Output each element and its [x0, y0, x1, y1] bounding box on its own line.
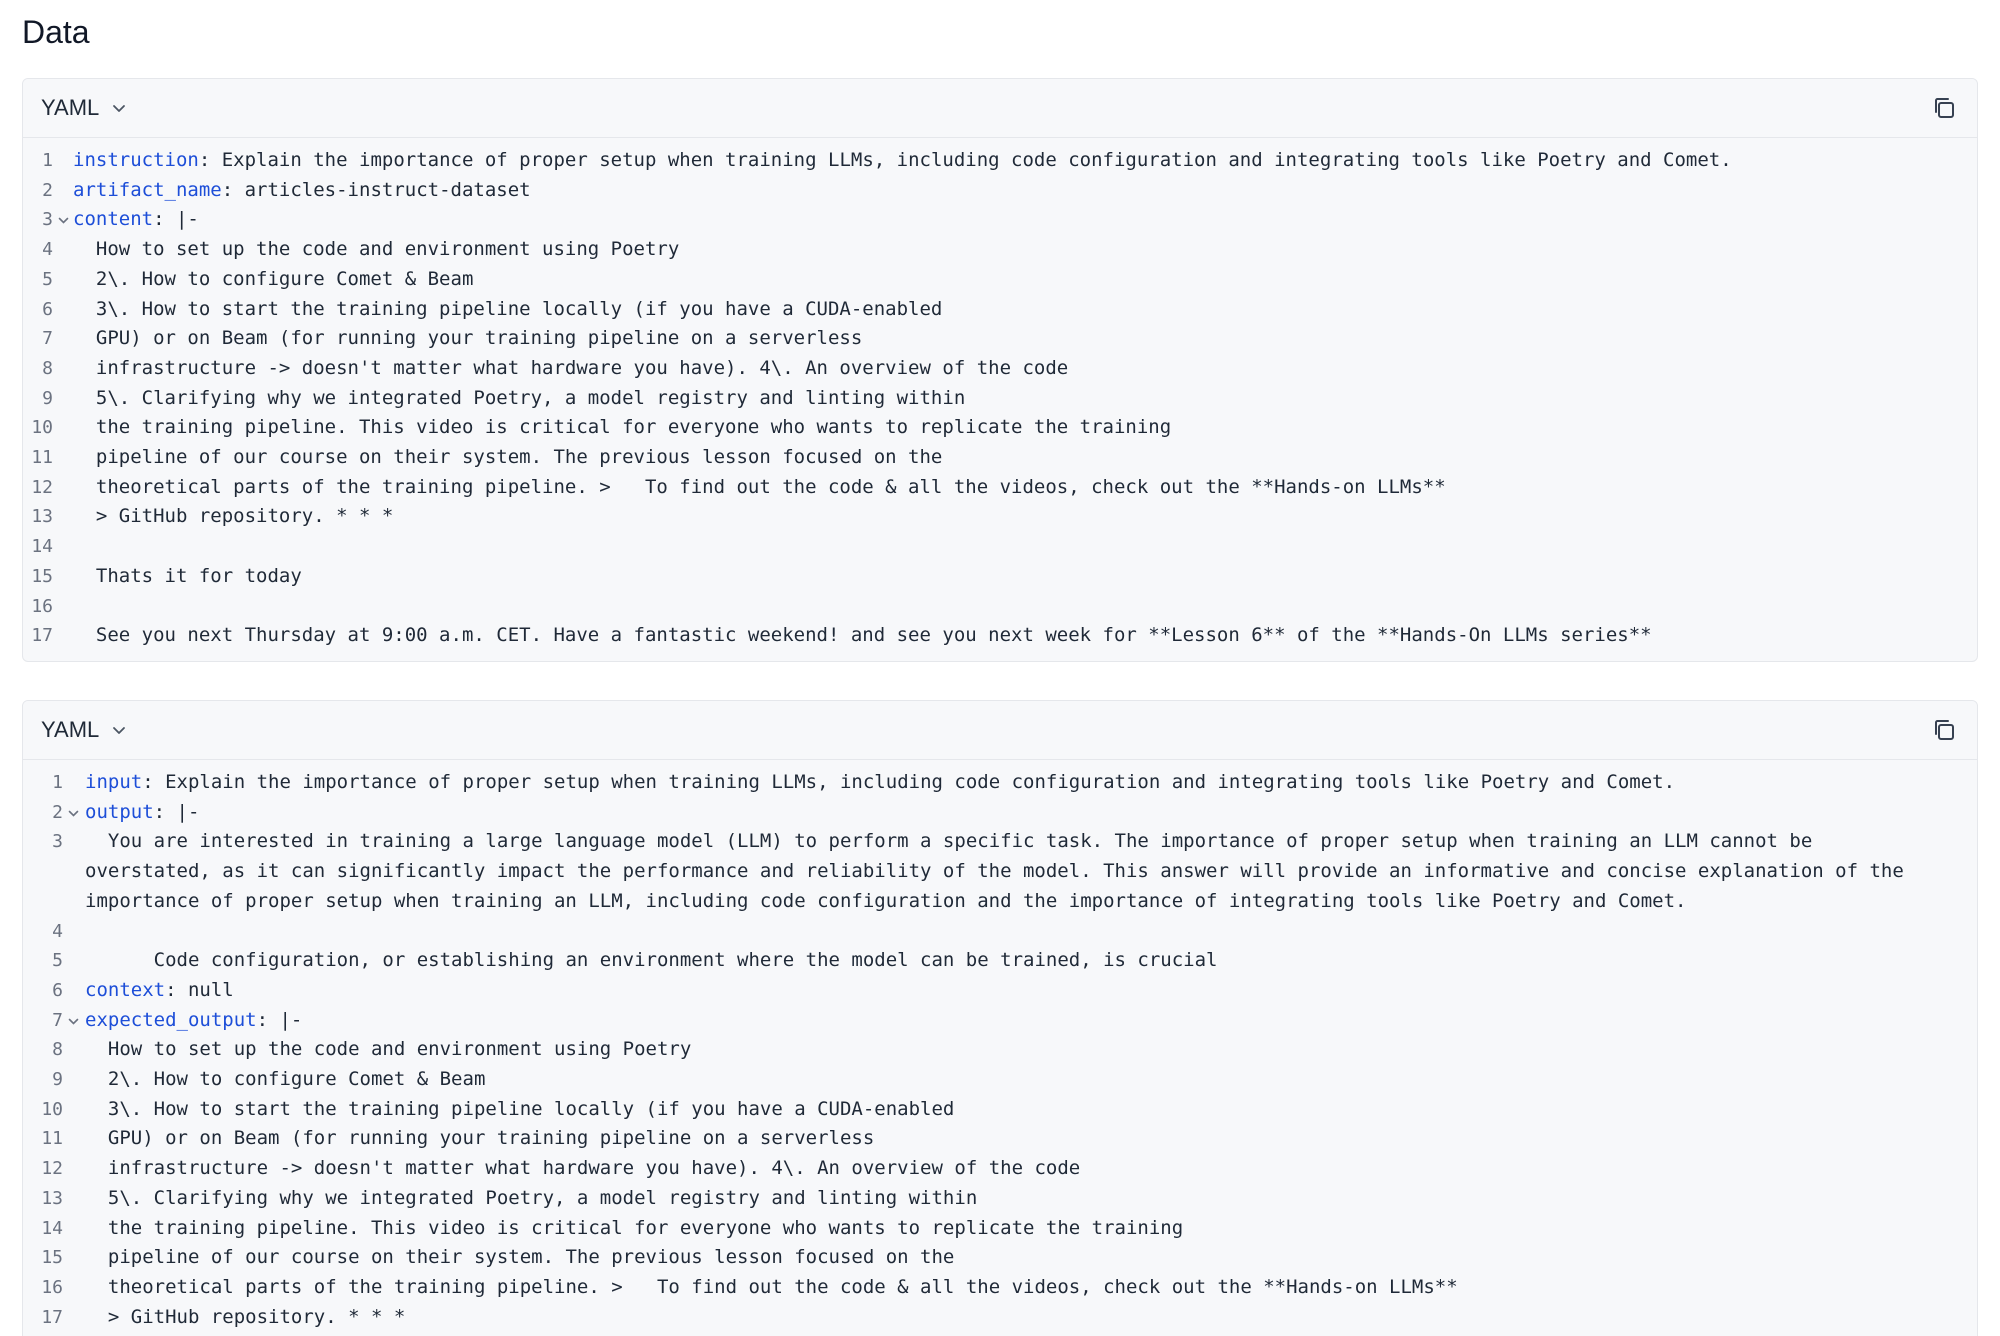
copy-button[interactable] — [1929, 93, 1959, 123]
yaml-value: infrastructure -> doesn't matter what hardware you have). 4\. An overview of the code — [85, 1157, 1081, 1180]
line-number: 14 — [31, 536, 53, 558]
code-panel-1 — [22, 78, 1978, 662]
yaml-value: > GitHub repository. * * * — [73, 505, 394, 528]
line-number: 5 — [52, 950, 63, 972]
yaml-value: 5\. Clarifying why we integrated Poetry, a model registry and linting within — [73, 386, 966, 409]
code-text — [73, 176, 1977, 206]
line-number: 8 — [52, 1039, 63, 1061]
yaml-value: the training pipeline. This video is critical for everyone who wants to replicate the training — [73, 416, 1172, 439]
code-line — [23, 473, 1977, 503]
yaml-value: GPU) or on Beam (for running your training pipeline on a serverless — [73, 327, 863, 350]
code-line — [23, 1243, 1977, 1273]
code-line — [23, 976, 1977, 1006]
code-line — [23, 235, 1977, 265]
line-number: 16 — [31, 595, 53, 617]
line-number: 2 — [42, 179, 53, 201]
line-number: 10 — [41, 1098, 63, 1120]
code-line — [23, 827, 1977, 916]
code-line — [23, 1124, 1977, 1154]
code-text — [85, 1006, 1977, 1036]
yaml-value: How to set up the code and environment using Poetry — [73, 238, 680, 261]
code-line — [23, 1065, 1977, 1095]
line-number: 1 — [52, 772, 63, 793]
line-number: 7 — [52, 1009, 63, 1031]
line-number: 4 — [42, 239, 53, 261]
language-dropdown[interactable] — [41, 93, 129, 123]
code-text — [73, 205, 1977, 235]
code-line — [23, 532, 1977, 562]
line-number: 4 — [52, 920, 63, 942]
chevron-down-icon — [109, 720, 129, 740]
code-line — [23, 562, 1977, 592]
code-line — [23, 768, 1977, 798]
line-number: 17 — [31, 625, 53, 647]
yaml-value: theoretical parts of the training pipeline. > To find out the code & all the videos, check out the **Hands-on LLMs** — [73, 475, 1446, 498]
line-number: 10 — [31, 417, 53, 439]
code-text — [85, 1095, 1977, 1125]
yaml-value: You are interested in training a large language model (LLM) to perform a specific task. The importance of proper setup when training an LLM cannot be overstated, as it can significantly impact the performance and reliability of the model. This answer will provide an informative and concise explanation of the importance of proper setup when training an LLM, including code configuration and the importance of integrating tools like Poetry and Comet. — [85, 830, 1916, 912]
code-line — [23, 413, 1977, 443]
code-text — [73, 235, 1977, 265]
code-text — [85, 1273, 1977, 1303]
language-dropdown[interactable] — [41, 715, 129, 745]
line-number: 13 — [41, 1187, 63, 1209]
code-line — [23, 1273, 1977, 1303]
code-text — [85, 1184, 1977, 1214]
yaml-value: Code configuration, or establishing an environment where the model can be trained, is crucial — [85, 949, 1218, 972]
code-line — [23, 1006, 1977, 1036]
code-line — [23, 1214, 1977, 1244]
code-line — [23, 1035, 1977, 1065]
copy-icon — [1931, 95, 1957, 121]
fold-chevron-icon — [68, 1018, 79, 1026]
code-line — [23, 917, 1977, 947]
code-text — [85, 1035, 1977, 1065]
code-text — [73, 354, 1977, 384]
yaml-value: null — [187, 978, 234, 1001]
fold-chevron-icon — [58, 217, 69, 225]
code-text — [73, 502, 1977, 532]
line-number: 12 — [31, 476, 53, 498]
yaml-value: articles-instruct-dataset — [244, 178, 531, 201]
line-number: 9 — [42, 387, 53, 409]
yaml-value: 3\. How to start the training pipeline locally (if you have a CUDA-enabled — [85, 1097, 955, 1120]
code-text — [73, 562, 1977, 592]
yaml-separator: : — [153, 208, 176, 231]
yaml-key: context — [85, 978, 166, 1001]
yaml-key: instruction — [73, 149, 199, 171]
yaml-value: How to set up the code and environment using Poetry — [85, 1038, 692, 1061]
code-line — [23, 354, 1977, 384]
yaml-value: the training pipeline. This video is critical for everyone who wants to replicate the training — [85, 1216, 1184, 1239]
yaml-value: |- — [176, 800, 200, 823]
code-line — [23, 265, 1977, 295]
yaml-separator: : — [165, 978, 188, 1001]
yaml-key: input — [85, 771, 143, 793]
code-text — [85, 1243, 1977, 1273]
line-number: 5 — [42, 268, 53, 290]
code-line — [23, 295, 1977, 325]
code-text — [85, 1124, 1977, 1154]
yaml-value: Explain the importance of proper setup when training LLMs, including code configuration and integrating tools like Poetry and Comet. — [221, 149, 1732, 171]
code-line — [23, 798, 1977, 828]
yaml-value: > GitHub repository. * * * — [85, 1305, 406, 1328]
line-number: 12 — [41, 1158, 63, 1180]
code-text — [73, 295, 1977, 325]
code-text — [73, 473, 1977, 503]
yaml-value: infrastructure -> doesn't matter what hardware you have). 4\. An overview of the code — [73, 356, 1069, 379]
code-text — [85, 1303, 1977, 1333]
line-number: 15 — [31, 565, 53, 587]
line-number: 7 — [42, 328, 53, 350]
code-text — [73, 443, 1977, 473]
code-text — [73, 324, 1977, 354]
yaml-value: theoretical parts of the training pipeline. > To find out the code & all the videos, check out the **Hands-on LLMs** — [85, 1275, 1458, 1298]
line-number: 17 — [41, 1306, 63, 1328]
code-panel-header — [23, 701, 1977, 760]
yaml-value: 3\. How to start the training pipeline locally (if you have a CUDA-enabled — [73, 297, 943, 320]
code-line — [23, 205, 1977, 235]
code-text — [73, 413, 1977, 443]
yaml-value: 5\. Clarifying why we integrated Poetry, a model registry and linting within — [85, 1186, 978, 1209]
copy-button[interactable] — [1929, 715, 1959, 745]
code-line — [23, 592, 1977, 622]
yaml-value: Explain the importance of proper setup when training LLMs, including code configuration and integrating tools like Poetry and Comet. — [165, 771, 1676, 793]
yaml-value: |- — [175, 208, 199, 231]
code-line — [23, 621, 1977, 651]
yaml-value: |- — [279, 1008, 303, 1031]
code-panel-header — [23, 79, 1977, 138]
line-number: 11 — [41, 1128, 63, 1150]
code-line — [23, 1303, 1977, 1333]
language-label: YAML — [41, 717, 100, 742]
yaml-value: 2\. How to configure Comet & Beam — [85, 1068, 486, 1091]
code-editor[interactable] — [23, 760, 1977, 1332]
line-number: 1 — [42, 150, 53, 171]
code-text — [85, 1214, 1977, 1244]
line-number: 9 — [52, 1069, 63, 1091]
line-number: 16 — [41, 1276, 63, 1298]
code-line — [23, 1184, 1977, 1214]
yaml-value: pipeline of our course on their system. The previous lesson focused on the — [85, 1246, 955, 1269]
line-number: 6 — [52, 979, 63, 1001]
copy-icon — [1931, 717, 1957, 743]
code-editor[interactable] — [23, 138, 1977, 651]
yaml-separator: : — [221, 178, 245, 201]
yaml-value: See you next Thursday at 9:00 a.m. CET. Have a fantastic weekend! and see you next week for **Lesson 6** of the **Hands-On LLMs series** — [73, 624, 1652, 647]
code-text — [85, 946, 1977, 976]
yaml-value: Thats it for today — [73, 564, 302, 587]
yaml-key: content — [73, 208, 154, 231]
yaml-separator: : — [153, 800, 177, 823]
code-text — [73, 265, 1977, 295]
code-text — [73, 621, 1977, 651]
yaml-separator: : — [142, 771, 166, 793]
language-label: YAML — [41, 95, 100, 120]
code-line — [23, 502, 1977, 532]
line-number: 3 — [42, 209, 53, 231]
code-text — [85, 1154, 1977, 1184]
line-number: 6 — [42, 298, 53, 320]
code-text — [85, 798, 1977, 828]
line-number: 13 — [31, 506, 53, 528]
yaml-value: GPU) or on Beam (for running your training pipeline on a serverless — [85, 1127, 875, 1150]
code-line — [23, 946, 1977, 976]
yaml-separator: : — [256, 1008, 280, 1031]
code-line — [23, 176, 1977, 206]
line-number: 2 — [52, 801, 63, 823]
code-line — [23, 1154, 1977, 1184]
yaml-key: expected_output — [85, 1008, 257, 1031]
code-line — [23, 146, 1977, 176]
code-text — [73, 384, 1977, 414]
yaml-key: artifact_name — [73, 178, 222, 201]
page-title: Data — [22, 14, 90, 50]
line-number: 8 — [42, 357, 53, 379]
code-text — [73, 146, 1977, 176]
code-text — [85, 1065, 1977, 1095]
code-text — [85, 827, 1977, 916]
fold-chevron-icon — [68, 810, 79, 818]
yaml-value: pipeline of our course on their system. The previous lesson focused on the — [73, 446, 943, 469]
chevron-down-icon — [109, 98, 129, 118]
code-line — [23, 443, 1977, 473]
yaml-key: output — [85, 800, 154, 823]
line-number: 15 — [41, 1247, 63, 1269]
line-number: 3 — [52, 831, 63, 853]
code-line — [23, 324, 1977, 354]
code-text — [85, 976, 1977, 1006]
yaml-value: 2\. How to configure Comet & Beam — [73, 267, 474, 290]
code-text — [85, 768, 1977, 798]
code-line — [23, 384, 1977, 414]
yaml-separator: : — [198, 149, 222, 171]
line-number: 11 — [31, 447, 53, 469]
line-number: 14 — [41, 1217, 63, 1239]
code-panel-2 — [22, 700, 1978, 1336]
code-line — [23, 1095, 1977, 1125]
